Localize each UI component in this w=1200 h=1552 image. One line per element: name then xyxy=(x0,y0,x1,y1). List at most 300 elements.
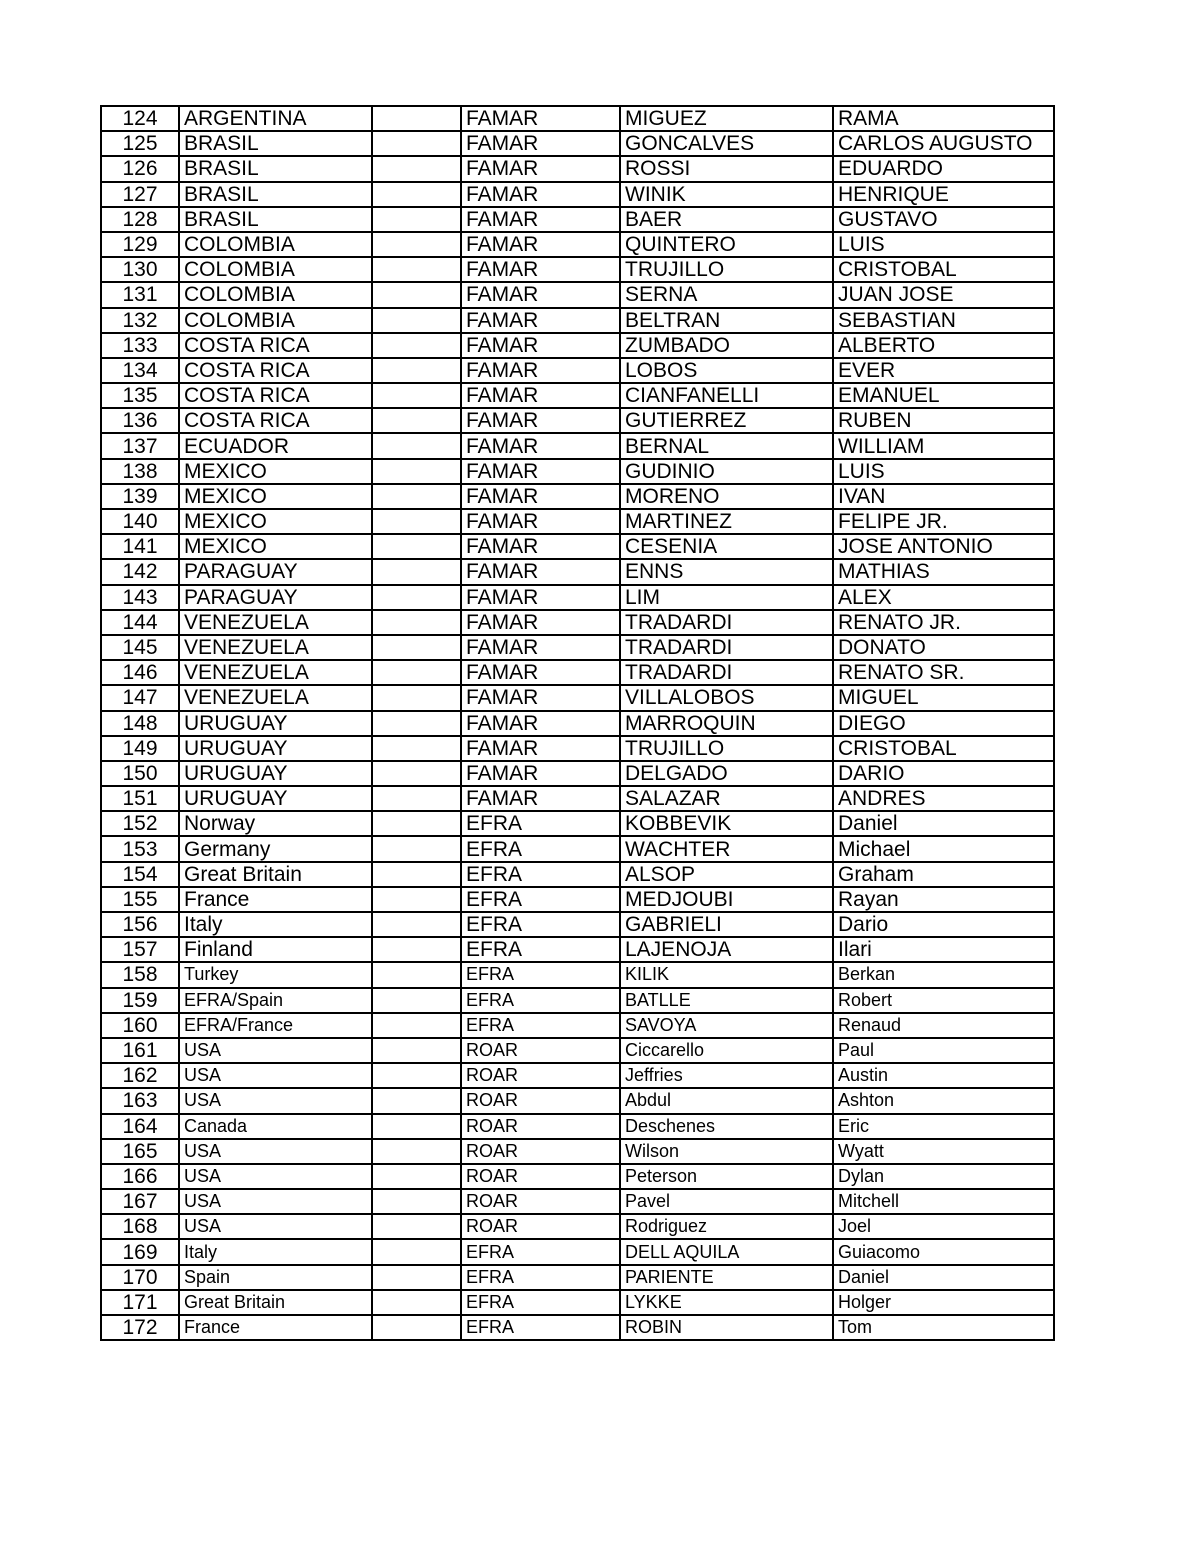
last-name-cell: Ciccarello xyxy=(620,1038,833,1063)
blank-cell xyxy=(372,711,461,736)
last-name-cell: GABRIELI xyxy=(620,912,833,937)
table-row xyxy=(101,156,1054,181)
organization-cell: EFRA xyxy=(461,1315,620,1340)
row-number-cell: 145 xyxy=(101,635,179,660)
row-number-cell: 172 xyxy=(101,1315,179,1340)
country-cell: COLOMBIA xyxy=(179,257,372,282)
first-name-cell: Ilari xyxy=(833,937,1054,962)
country-cell: EFRA/France xyxy=(179,1013,372,1038)
country-cell: VENEZUELA xyxy=(179,660,372,685)
organization-cell: FAMAR xyxy=(461,660,620,685)
country-cell: USA xyxy=(179,1164,372,1189)
table-row xyxy=(101,937,1054,962)
organization-cell: FAMAR xyxy=(461,156,620,181)
organization-cell: FAMAR xyxy=(461,459,620,484)
table-row xyxy=(101,433,1054,458)
blank-cell xyxy=(372,509,461,534)
last-name-cell: GUTIERREZ xyxy=(620,408,833,433)
table-row xyxy=(101,1088,1054,1113)
country-cell: COLOMBIA xyxy=(179,308,372,333)
row-number-cell: 165 xyxy=(101,1139,179,1164)
table-row xyxy=(101,358,1054,383)
row-number-cell: 132 xyxy=(101,308,179,333)
table-row xyxy=(101,1315,1054,1340)
organization-cell: ROAR xyxy=(461,1164,620,1189)
row-number-cell: 159 xyxy=(101,988,179,1013)
organization-cell: FAMAR xyxy=(461,232,620,257)
first-name-cell: Eric xyxy=(833,1114,1054,1139)
last-name-cell: LIM xyxy=(620,585,833,610)
first-name-cell: Ashton xyxy=(833,1088,1054,1113)
last-name-cell: TRADARDI xyxy=(620,660,833,685)
first-name-cell: Austin xyxy=(833,1063,1054,1088)
last-name-cell: DELL AQUILA xyxy=(620,1239,833,1264)
first-name-cell: LUIS xyxy=(833,459,1054,484)
last-name-cell: LAJENOJA xyxy=(620,937,833,962)
last-name-cell: Wilson xyxy=(620,1139,833,1164)
last-name-cell: BERNAL xyxy=(620,433,833,458)
row-number-cell: 164 xyxy=(101,1114,179,1139)
blank-cell xyxy=(372,1290,461,1315)
row-number-cell: 124 xyxy=(101,106,179,131)
organization-cell: FAMAR xyxy=(461,131,620,156)
organization-cell: FAMAR xyxy=(461,358,620,383)
table-row xyxy=(101,786,1054,811)
last-name-cell: Jeffries xyxy=(620,1063,833,1088)
country-cell: Turkey xyxy=(179,962,372,987)
country-cell: Norway xyxy=(179,811,372,836)
blank-cell xyxy=(372,862,461,887)
table-row xyxy=(101,257,1054,282)
last-name-cell: Deschenes xyxy=(620,1114,833,1139)
country-cell: BRASIL xyxy=(179,131,372,156)
organization-cell: EFRA xyxy=(461,962,620,987)
first-name-cell: Joel xyxy=(833,1214,1054,1239)
country-cell: Spain xyxy=(179,1265,372,1290)
table-row xyxy=(101,333,1054,358)
organization-cell: ROAR xyxy=(461,1189,620,1214)
row-number-cell: 127 xyxy=(101,182,179,207)
country-cell: MEXICO xyxy=(179,484,372,509)
organization-cell: ROAR xyxy=(461,1214,620,1239)
table-row xyxy=(101,509,1054,534)
blank-cell xyxy=(372,685,461,710)
table-row xyxy=(101,912,1054,937)
blank-cell xyxy=(372,1013,461,1038)
last-name-cell: TRUJILLO xyxy=(620,257,833,282)
first-name-cell: LUIS xyxy=(833,232,1054,257)
table-row xyxy=(101,484,1054,509)
table-row xyxy=(101,1189,1054,1214)
country-cell: USA xyxy=(179,1139,372,1164)
last-name-cell: WINIK xyxy=(620,182,833,207)
row-number-cell: 125 xyxy=(101,131,179,156)
row-number-cell: 136 xyxy=(101,408,179,433)
table-row xyxy=(101,887,1054,912)
country-cell: France xyxy=(179,1315,372,1340)
table-row xyxy=(101,1290,1054,1315)
organization-cell: FAMAR xyxy=(461,106,620,131)
table-row xyxy=(101,585,1054,610)
last-name-cell: TRUJILLO xyxy=(620,736,833,761)
country-cell: MEXICO xyxy=(179,534,372,559)
last-name-cell: Pavel xyxy=(620,1189,833,1214)
first-name-cell: GUSTAVO xyxy=(833,207,1054,232)
first-name-cell: RUBEN xyxy=(833,408,1054,433)
first-name-cell: ALBERTO xyxy=(833,333,1054,358)
organization-cell: FAMAR xyxy=(461,610,620,635)
country-cell: PARAGUAY xyxy=(179,585,372,610)
blank-cell xyxy=(372,962,461,987)
first-name-cell: Guiacomo xyxy=(833,1239,1054,1264)
blank-cell xyxy=(372,786,461,811)
last-name-cell: BELTRAN xyxy=(620,308,833,333)
first-name-cell: EMANUEL xyxy=(833,383,1054,408)
table-row xyxy=(101,1013,1054,1038)
first-name-cell: Dario xyxy=(833,912,1054,937)
row-number-cell: 147 xyxy=(101,685,179,710)
last-name-cell: SERNA xyxy=(620,282,833,307)
table-row xyxy=(101,811,1054,836)
row-number-cell: 161 xyxy=(101,1038,179,1063)
blank-cell xyxy=(372,257,461,282)
last-name-cell: TRADARDI xyxy=(620,610,833,635)
table-row xyxy=(101,459,1054,484)
organization-cell: EFRA xyxy=(461,836,620,861)
blank-cell xyxy=(372,408,461,433)
row-number-cell: 166 xyxy=(101,1164,179,1189)
organization-cell: FAMAR xyxy=(461,433,620,458)
last-name-cell: ROSSI xyxy=(620,156,833,181)
first-name-cell: CARLOS AUGUSTO xyxy=(833,131,1054,156)
last-name-cell: GUDINIO xyxy=(620,459,833,484)
last-name-cell: LYKKE xyxy=(620,1290,833,1315)
blank-cell xyxy=(372,1189,461,1214)
organization-cell: FAMAR xyxy=(461,635,620,660)
blank-cell xyxy=(372,106,461,131)
table-row xyxy=(101,635,1054,660)
first-name-cell: Wyatt xyxy=(833,1139,1054,1164)
row-number-cell: 128 xyxy=(101,207,179,232)
table-row xyxy=(101,207,1054,232)
first-name-cell: FELIPE JR. xyxy=(833,509,1054,534)
row-number-cell: 149 xyxy=(101,736,179,761)
blank-cell xyxy=(372,1038,461,1063)
blank-cell xyxy=(372,559,461,584)
last-name-cell: VILLALOBOS xyxy=(620,685,833,710)
last-name-cell: ENNS xyxy=(620,559,833,584)
table-row xyxy=(101,610,1054,635)
first-name-cell: ALEX xyxy=(833,585,1054,610)
country-cell: PARAGUAY xyxy=(179,559,372,584)
blank-cell xyxy=(372,484,461,509)
country-cell: MEXICO xyxy=(179,509,372,534)
organization-cell: EFRA xyxy=(461,912,620,937)
first-name-cell: Paul xyxy=(833,1038,1054,1063)
blank-cell xyxy=(372,912,461,937)
blank-cell xyxy=(372,282,461,307)
row-number-cell: 167 xyxy=(101,1189,179,1214)
roster-body xyxy=(101,106,1054,1340)
organization-cell: FAMAR xyxy=(461,711,620,736)
organization-cell: FAMAR xyxy=(461,786,620,811)
first-name-cell: JOSE ANTONIO xyxy=(833,534,1054,559)
first-name-cell: RENATO JR. xyxy=(833,610,1054,635)
table-row xyxy=(101,1214,1054,1239)
table-row xyxy=(101,711,1054,736)
first-name-cell: JUAN JOSE xyxy=(833,282,1054,307)
table-row xyxy=(101,308,1054,333)
last-name-cell: MIGUEZ xyxy=(620,106,833,131)
blank-cell xyxy=(372,736,461,761)
blank-cell xyxy=(372,836,461,861)
first-name-cell: Tom xyxy=(833,1315,1054,1340)
first-name-cell: CRISTOBAL xyxy=(833,257,1054,282)
blank-cell xyxy=(372,585,461,610)
organization-cell: FAMAR xyxy=(461,383,620,408)
row-number-cell: 160 xyxy=(101,1013,179,1038)
table-row xyxy=(101,988,1054,1013)
country-cell: Finland xyxy=(179,937,372,962)
first-name-cell: MIGUEL xyxy=(833,685,1054,710)
row-number-cell: 158 xyxy=(101,962,179,987)
roster-table xyxy=(100,105,1055,1341)
blank-cell xyxy=(372,358,461,383)
first-name-cell: Rayan xyxy=(833,887,1054,912)
table-row xyxy=(101,106,1054,131)
last-name-cell: MARTINEZ xyxy=(620,509,833,534)
blank-cell xyxy=(372,811,461,836)
last-name-cell: QUINTERO xyxy=(620,232,833,257)
country-cell: USA xyxy=(179,1214,372,1239)
organization-cell: FAMAR xyxy=(461,685,620,710)
row-number-cell: 156 xyxy=(101,912,179,937)
organization-cell: FAMAR xyxy=(461,509,620,534)
blank-cell xyxy=(372,635,461,660)
table-row xyxy=(101,131,1054,156)
organization-cell: FAMAR xyxy=(461,585,620,610)
blank-cell xyxy=(372,1063,461,1088)
country-cell: COSTA RICA xyxy=(179,383,372,408)
first-name-cell: Robert xyxy=(833,988,1054,1013)
blank-cell xyxy=(372,182,461,207)
country-cell: France xyxy=(179,887,372,912)
first-name-cell: ANDRES xyxy=(833,786,1054,811)
country-cell: VENEZUELA xyxy=(179,635,372,660)
blank-cell xyxy=(372,333,461,358)
organization-cell: FAMAR xyxy=(461,559,620,584)
last-name-cell: SAVOYA xyxy=(620,1013,833,1038)
row-number-cell: 141 xyxy=(101,534,179,559)
table-row xyxy=(101,1239,1054,1264)
row-number-cell: 129 xyxy=(101,232,179,257)
table-row xyxy=(101,736,1054,761)
country-cell: BRASIL xyxy=(179,182,372,207)
organization-cell: FAMAR xyxy=(461,308,620,333)
organization-cell: EFRA xyxy=(461,1013,620,1038)
organization-cell: FAMAR xyxy=(461,736,620,761)
row-number-cell: 152 xyxy=(101,811,179,836)
row-number-cell: 137 xyxy=(101,433,179,458)
table-row xyxy=(101,282,1054,307)
row-number-cell: 171 xyxy=(101,1290,179,1315)
organization-cell: FAMAR xyxy=(461,282,620,307)
last-name-cell: Abdul xyxy=(620,1088,833,1113)
country-cell: VENEZUELA xyxy=(179,685,372,710)
first-name-cell: RAMA xyxy=(833,106,1054,131)
last-name-cell: LOBOS xyxy=(620,358,833,383)
blank-cell xyxy=(372,1164,461,1189)
last-name-cell: ROBIN xyxy=(620,1315,833,1340)
country-cell: Canada xyxy=(179,1114,372,1139)
organization-cell: EFRA xyxy=(461,1265,620,1290)
row-number-cell: 150 xyxy=(101,761,179,786)
last-name-cell: SALAZAR xyxy=(620,786,833,811)
last-name-cell: MEDJOUBI xyxy=(620,887,833,912)
last-name-cell: BAER xyxy=(620,207,833,232)
row-number-cell: 140 xyxy=(101,509,179,534)
first-name-cell: SEBASTIAN xyxy=(833,308,1054,333)
organization-cell: FAMAR xyxy=(461,182,620,207)
first-name-cell: RENATO SR. xyxy=(833,660,1054,685)
country-cell: Great Britain xyxy=(179,862,372,887)
organization-cell: EFRA xyxy=(461,937,620,962)
table-row xyxy=(101,1265,1054,1290)
blank-cell xyxy=(372,660,461,685)
country-cell: URUGUAY xyxy=(179,761,372,786)
table-row xyxy=(101,232,1054,257)
row-number-cell: 126 xyxy=(101,156,179,181)
organization-cell: FAMAR xyxy=(461,761,620,786)
blank-cell xyxy=(372,383,461,408)
country-cell: USA xyxy=(179,1088,372,1113)
blank-cell xyxy=(372,131,461,156)
organization-cell: FAMAR xyxy=(461,257,620,282)
organization-cell: FAMAR xyxy=(461,534,620,559)
country-cell: ECUADOR xyxy=(179,433,372,458)
blank-cell xyxy=(372,1139,461,1164)
blank-cell xyxy=(372,534,461,559)
organization-cell: ROAR xyxy=(461,1063,620,1088)
row-number-cell: 169 xyxy=(101,1239,179,1264)
country-cell: USA xyxy=(179,1189,372,1214)
organization-cell: FAMAR xyxy=(461,408,620,433)
last-name-cell: BATLLE xyxy=(620,988,833,1013)
first-name-cell: Graham xyxy=(833,862,1054,887)
organization-cell: ROAR xyxy=(461,1139,620,1164)
blank-cell xyxy=(372,988,461,1013)
last-name-cell: MORENO xyxy=(620,484,833,509)
country-cell: BRASIL xyxy=(179,207,372,232)
row-number-cell: 138 xyxy=(101,459,179,484)
row-number-cell: 157 xyxy=(101,937,179,962)
blank-cell xyxy=(372,1239,461,1264)
last-name-cell: CIANFANELLI xyxy=(620,383,833,408)
table-row xyxy=(101,761,1054,786)
first-name-cell: DARIO xyxy=(833,761,1054,786)
last-name-cell: Rodriguez xyxy=(620,1214,833,1239)
first-name-cell: IVAN xyxy=(833,484,1054,509)
organization-cell: EFRA xyxy=(461,988,620,1013)
table-row xyxy=(101,1164,1054,1189)
country-cell: Great Britain xyxy=(179,1290,372,1315)
organization-cell: ROAR xyxy=(461,1038,620,1063)
row-number-cell: 144 xyxy=(101,610,179,635)
blank-cell xyxy=(372,156,461,181)
first-name-cell: Daniel xyxy=(833,811,1054,836)
last-name-cell: ZUMBADO xyxy=(620,333,833,358)
row-number-cell: 148 xyxy=(101,711,179,736)
table-row xyxy=(101,660,1054,685)
last-name-cell: KILIK xyxy=(620,962,833,987)
row-number-cell: 170 xyxy=(101,1265,179,1290)
last-name-cell: KOBBEVIK xyxy=(620,811,833,836)
row-number-cell: 146 xyxy=(101,660,179,685)
table-row xyxy=(101,862,1054,887)
first-name-cell: Renaud xyxy=(833,1013,1054,1038)
country-cell: BRASIL xyxy=(179,156,372,181)
blank-cell xyxy=(372,937,461,962)
organization-cell: EFRA xyxy=(461,811,620,836)
row-number-cell: 154 xyxy=(101,862,179,887)
table-row xyxy=(101,1139,1054,1164)
table-row xyxy=(101,534,1054,559)
blank-cell xyxy=(372,433,461,458)
first-name-cell: EVER xyxy=(833,358,1054,383)
organization-cell: ROAR xyxy=(461,1114,620,1139)
country-cell: COSTA RICA xyxy=(179,358,372,383)
blank-cell xyxy=(372,1315,461,1340)
first-name-cell: EDUARDO xyxy=(833,156,1054,181)
organization-cell: FAMAR xyxy=(461,207,620,232)
organization-cell: ROAR xyxy=(461,1088,620,1113)
blank-cell xyxy=(372,232,461,257)
table-row xyxy=(101,1038,1054,1063)
row-number-cell: 139 xyxy=(101,484,179,509)
first-name-cell: CRISTOBAL xyxy=(833,736,1054,761)
first-name-cell: Michael xyxy=(833,836,1054,861)
row-number-cell: 143 xyxy=(101,585,179,610)
first-name-cell: MATHIAS xyxy=(833,559,1054,584)
row-number-cell: 163 xyxy=(101,1088,179,1113)
country-cell: URUGUAY xyxy=(179,711,372,736)
organization-cell: FAMAR xyxy=(461,333,620,358)
last-name-cell: MARROQUIN xyxy=(620,711,833,736)
organization-cell: EFRA xyxy=(461,862,620,887)
blank-cell xyxy=(372,1088,461,1113)
organization-cell: EFRA xyxy=(461,1239,620,1264)
last-name-cell: WACHTER xyxy=(620,836,833,861)
blank-cell xyxy=(372,308,461,333)
first-name-cell: DIEGO xyxy=(833,711,1054,736)
blank-cell xyxy=(372,1265,461,1290)
table-row xyxy=(101,408,1054,433)
organization-cell: EFRA xyxy=(461,1290,620,1315)
row-number-cell: 151 xyxy=(101,786,179,811)
table-row xyxy=(101,559,1054,584)
last-name-cell: CESENIA xyxy=(620,534,833,559)
table-row xyxy=(101,1063,1054,1088)
blank-cell xyxy=(372,459,461,484)
country-cell: EFRA/Spain xyxy=(179,988,372,1013)
last-name-cell: DELGADO xyxy=(620,761,833,786)
country-cell: ARGENTINA xyxy=(179,106,372,131)
country-cell: URUGUAY xyxy=(179,786,372,811)
blank-cell xyxy=(372,1214,461,1239)
country-cell: USA xyxy=(179,1038,372,1063)
country-cell: Italy xyxy=(179,1239,372,1264)
row-number-cell: 131 xyxy=(101,282,179,307)
